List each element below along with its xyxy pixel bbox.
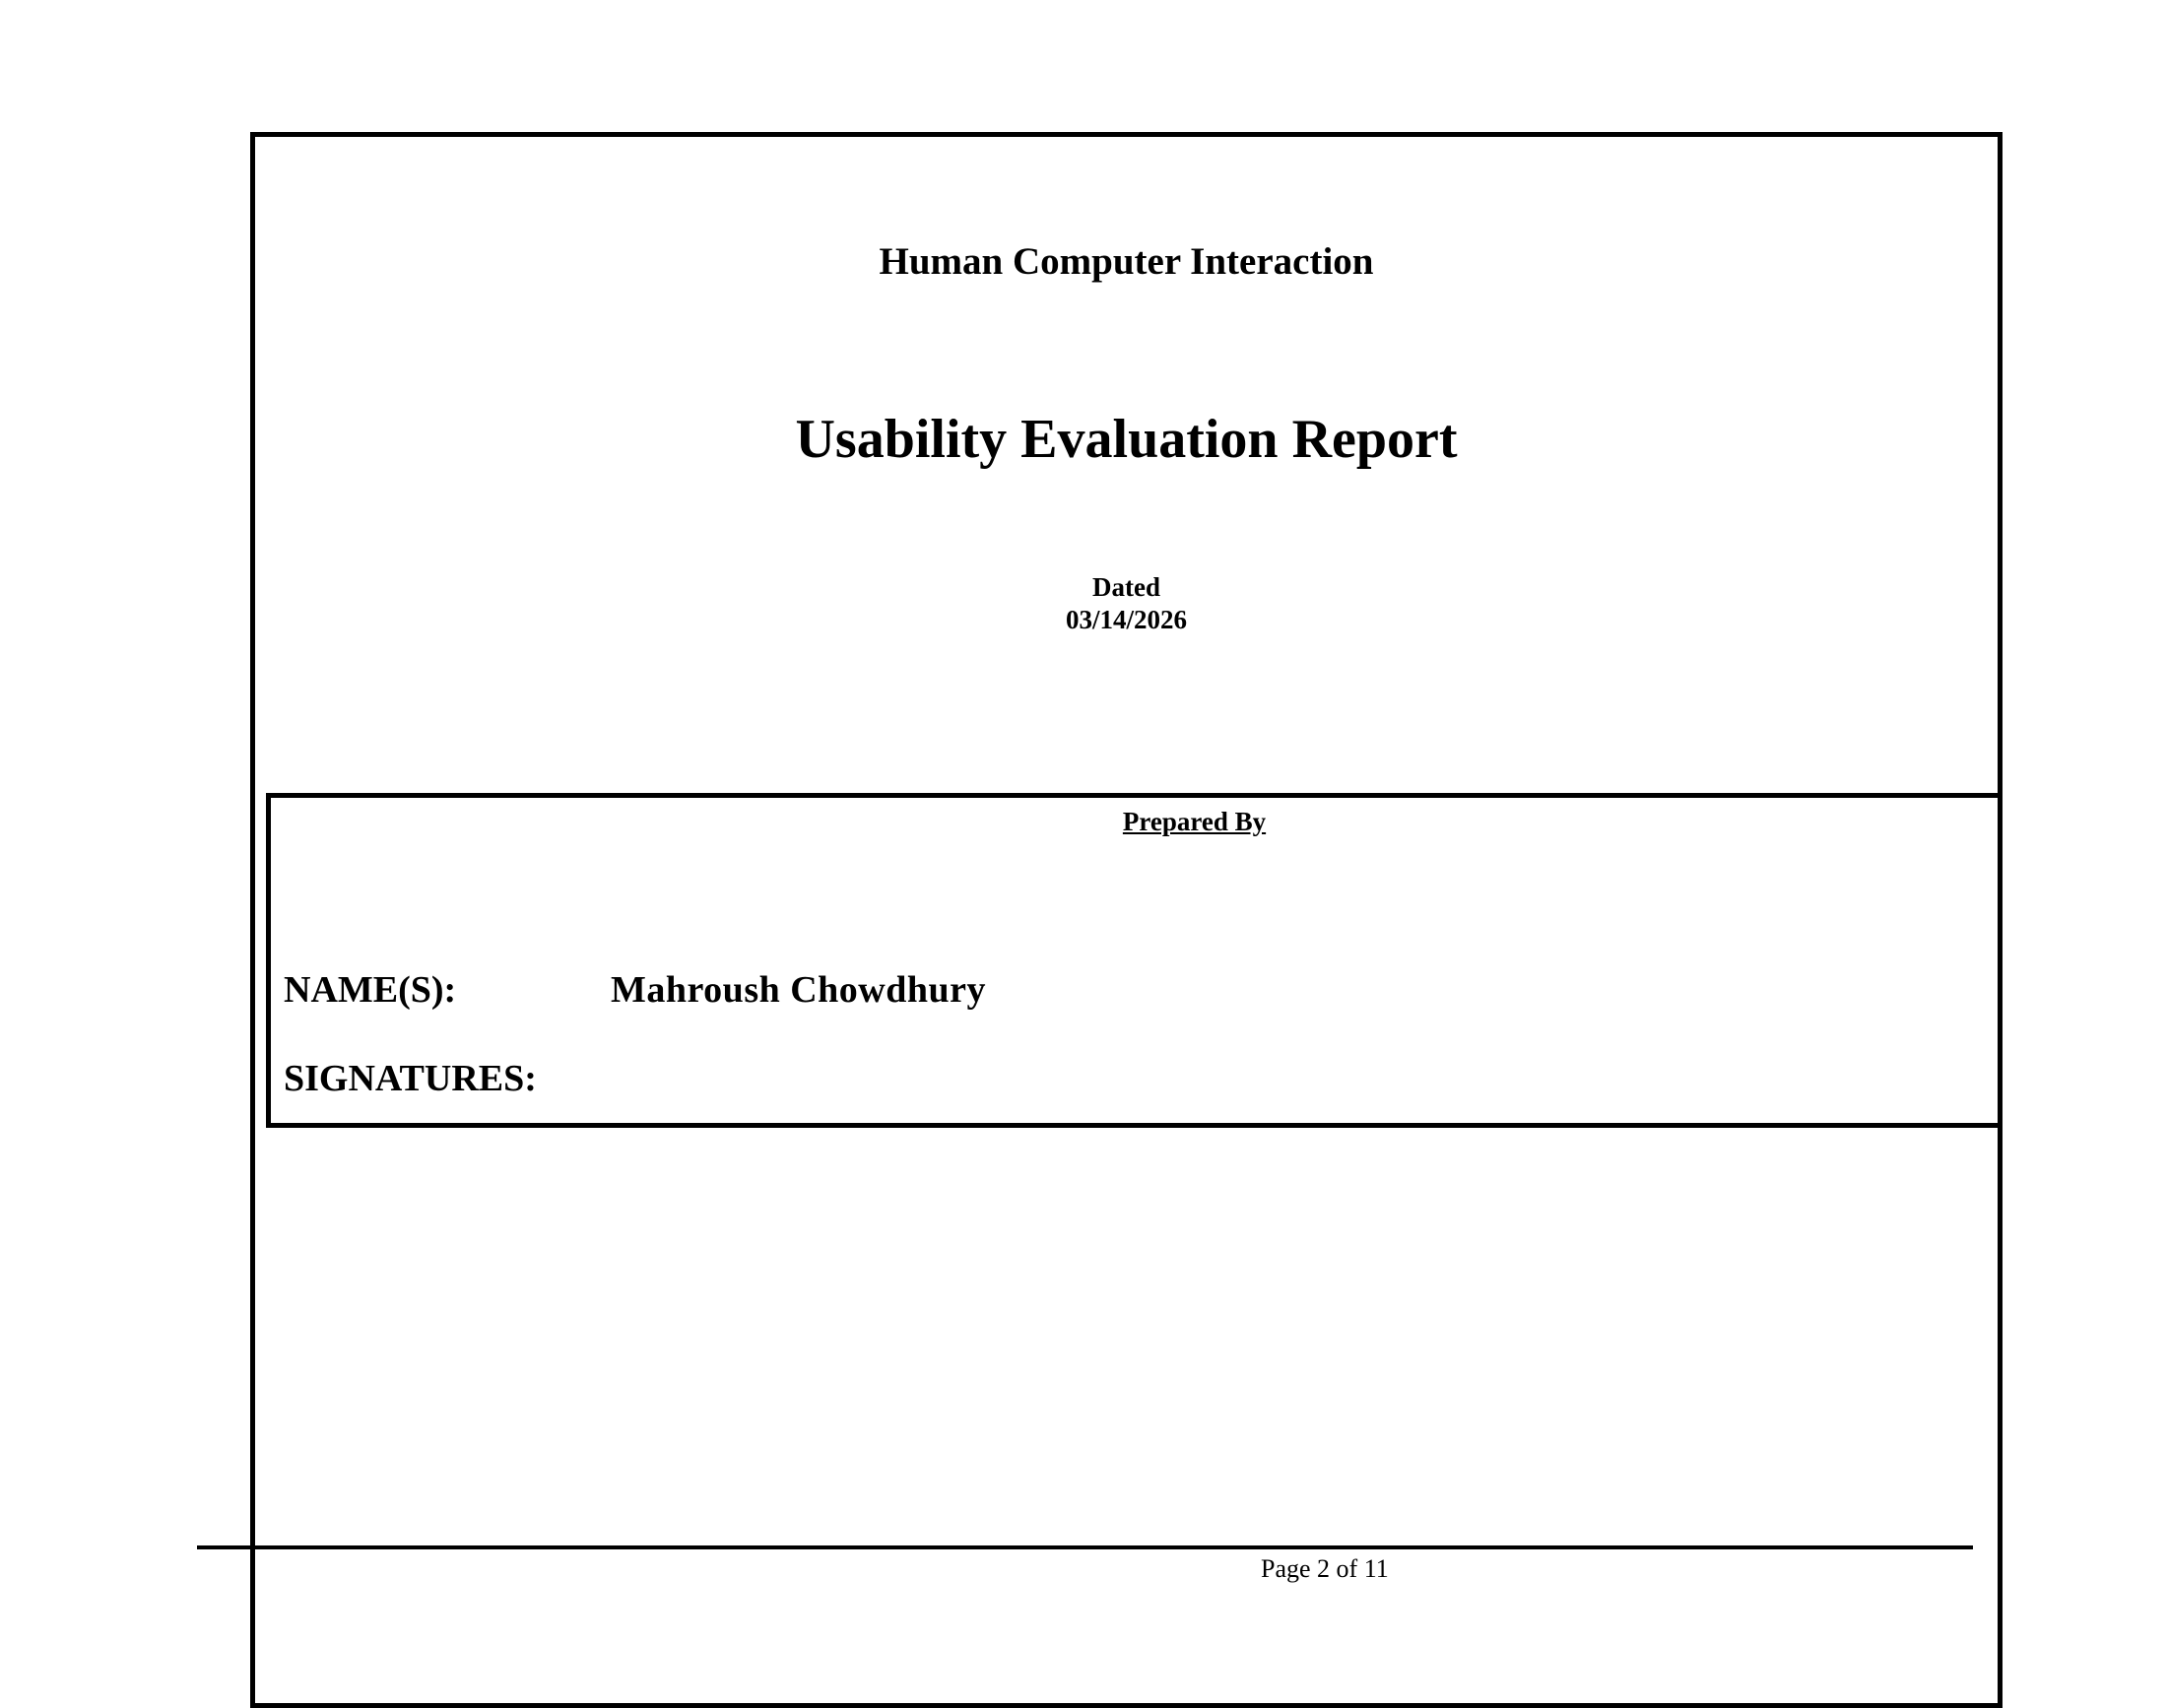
signatures-label: SIGNATURES:: [284, 1058, 537, 1099]
date-value: 03/14/2026: [1065, 605, 1187, 634]
prepared-by-heading-text: Prepared By: [1122, 807, 1267, 836]
names-value: Mahroush Chowdhury: [611, 969, 987, 1011]
prepared-by-heading: [271, 806, 1998, 837]
dated-block: [250, 571, 2003, 636]
dated-label: Dated: [1092, 572, 1160, 602]
footer-rule: [197, 1545, 1973, 1549]
report-title: Usability Evaluation Report: [795, 409, 1458, 470]
course-title: Human Computer Interaction: [879, 240, 1374, 283]
prepared-by-box: [266, 793, 2003, 1128]
names-label: NAME(S):: [284, 969, 457, 1011]
page-number: Page 2 of 11: [1261, 1554, 1389, 1583]
